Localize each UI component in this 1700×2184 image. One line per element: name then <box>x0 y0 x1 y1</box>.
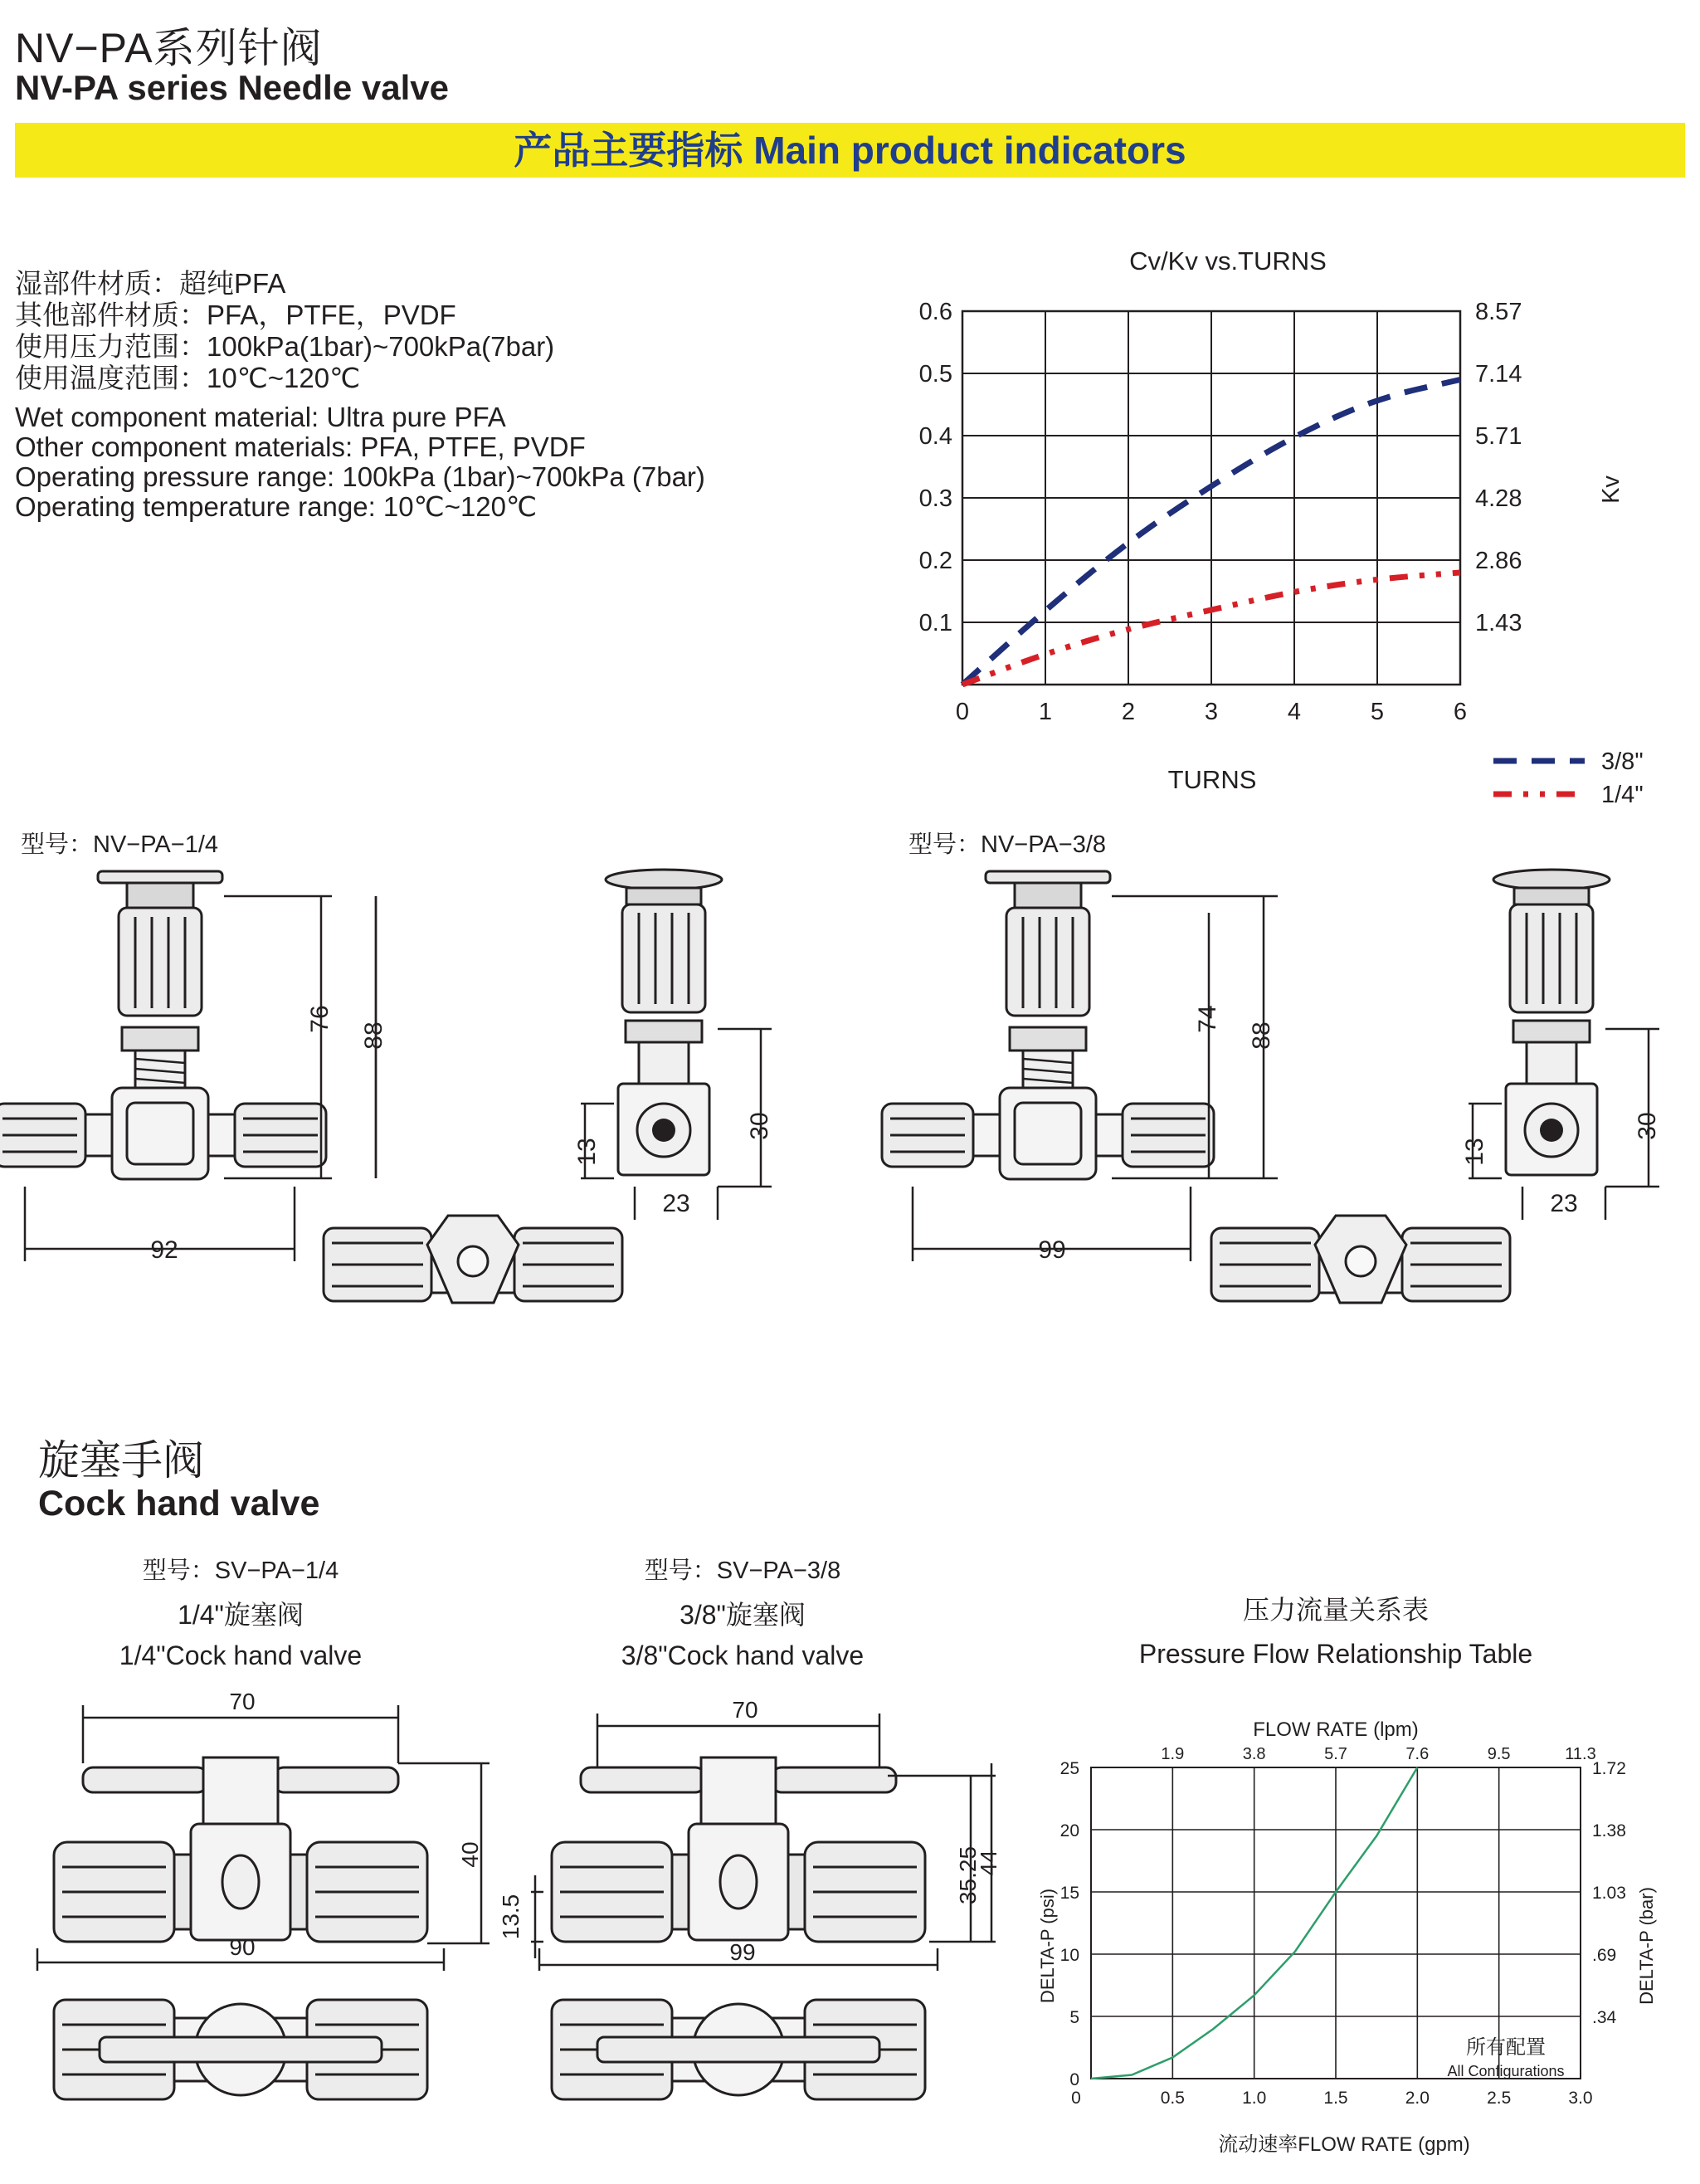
chart2-y-tick-label: 5 <box>1069 2008 1079 2027</box>
chart1-x-tick-label: 3 <box>1204 699 1219 725</box>
needle-a-dim-88: 88 <box>360 1021 387 1050</box>
chart2-y2-ticks <box>1592 1759 1626 2027</box>
chart1-y2-ticks <box>1475 299 1522 636</box>
cock-b-en: 3/8"Cock hand valve <box>621 1640 865 1670</box>
needle-a-dim-92: 92 <box>150 1236 178 1264</box>
chart2-x-tick-label: 3.0 <box>1568 2089 1593 2108</box>
needle-b-dim-30: 30 <box>1634 1112 1661 1140</box>
chart2-xlabel: 流动速率FLOW RATE (gpm) <box>1218 2133 1470 2156</box>
chart2-y-tick-label: 20 <box>1059 1821 1079 1840</box>
chart2-x2-tick-label: 1.9 <box>1161 1745 1185 1763</box>
chart1-x-tick-label: 5 <box>1370 699 1385 725</box>
chart2-x-tick-label: 0.5 <box>1160 2089 1185 2108</box>
chart1-y2-tick-label: 5.71 <box>1475 423 1522 450</box>
chart1-xlabel: TURNS <box>1167 765 1257 794</box>
chart2-y-ticks <box>1060 1759 1079 2089</box>
chart2-title: FLOW RATE (lpm) <box>1253 1718 1419 1741</box>
cv-kv-chart <box>896 236 1693 834</box>
needle-drawings <box>0 855 1700 1353</box>
pft-caption <box>1079 1589 1593 1670</box>
cock-a-top-view <box>54 2000 427 2099</box>
cock-b-dim-13: 13.5 <box>498 1894 524 1940</box>
chart1-x-tick-label: 6 <box>1453 699 1468 725</box>
cock-b-dim-99: 99 <box>729 1939 756 1965</box>
cock-title-cn: 旋塞手阀 <box>38 1437 204 1484</box>
cock-b-caption <box>577 1552 908 1671</box>
chart1-legend-label: 3/8" <box>1601 748 1644 775</box>
chart2-x2-ticks <box>1161 1745 1595 1763</box>
chart2-x-tick-label: 2.0 <box>1405 2089 1430 2108</box>
needle-a-front-view <box>0 871 326 1179</box>
needle-a-dim-23: 23 <box>662 1190 690 1217</box>
spec-cn-1: 湿部件材质：超纯PFA <box>15 268 286 299</box>
chart2-y-tick-label: 10 <box>1059 1946 1079 1965</box>
chart2-y2label: DELTA-P (bar) <box>1636 1887 1657 2005</box>
cock-a-en: 1/4"Cock hand valve <box>119 1640 363 1670</box>
chart1-y-ticks <box>919 299 952 636</box>
chart2-y2-tick-label: 1.72 <box>1592 1759 1626 1778</box>
spec-en-3: Operating pressure range: 100kPa (1bar)~700kPa (7bar) <box>15 461 705 492</box>
chart1-y2-tick-label: 4.28 <box>1475 485 1522 512</box>
chart2-ylabel: DELTA-P (psi) <box>1037 1888 1058 2004</box>
cock-a-model: 型号：SV−PA−1/4 <box>142 1558 339 1584</box>
chart1-y-tick-label: 0.2 <box>918 548 952 574</box>
banner-title-cn: 产品主要指标 <box>514 129 743 172</box>
chart1-y2label: Kv <box>1598 475 1624 504</box>
cock-b-model: 型号：SV−PA−3/8 <box>644 1558 841 1584</box>
chart2-x2-tick-label: 3.8 <box>1242 1745 1266 1763</box>
pressure-flow-chart <box>1025 1709 1688 2182</box>
cock-a-front-view <box>54 1757 427 1942</box>
chart1-x-tick-label: 4 <box>1287 699 1302 725</box>
needle-b-top-view <box>1211 1216 1510 1303</box>
chart2-x-origin-label: 0 <box>1071 2089 1081 2108</box>
spec-en-2: Other component materials: PFA, PTFE, PVDF <box>15 431 586 462</box>
chart1-legend-label: 1/4" <box>1601 782 1644 808</box>
banner-title <box>15 123 1685 178</box>
chart1-y2-tick-label: 8.57 <box>1475 299 1522 325</box>
banner-title-en: Main product indicators <box>753 129 1186 172</box>
chart2-x-tick-label: 1.5 <box>1323 2089 1348 2108</box>
cock-b-dim-70: 70 <box>732 1697 758 1723</box>
chart2-y2-tick-label: .34 <box>1592 2008 1617 2027</box>
chart1-x-tick-label: 2 <box>1121 699 1136 725</box>
model-label-b: 型号：NV−PA−3/8 <box>908 831 1107 858</box>
chart1-y2-tick-label: 7.14 <box>1475 361 1522 388</box>
cock-a-dim-40: 40 <box>457 1841 483 1868</box>
pft-cn: 压力流量关系表 <box>1242 1595 1429 1625</box>
needle-b-dim-88: 88 <box>1248 1021 1275 1050</box>
cock-a-caption <box>75 1552 407 1671</box>
chart1-title: Cv/Kv vs.TURNS <box>1129 246 1327 275</box>
chart2-x-ticks <box>1071 2089 1592 2108</box>
chart2-y-origin-label: 0 <box>1069 2070 1079 2089</box>
cock-drawings <box>0 1684 1020 2182</box>
cock-b-dim-44: 44 <box>976 1850 1001 1876</box>
chart1-x-tick-label: 0 <box>955 699 970 725</box>
chart2-y-tick-label: 25 <box>1059 1759 1079 1778</box>
chart2-y2-tick-label: 1.03 <box>1592 1884 1626 1903</box>
chart1-y2-tick-label: 1.43 <box>1475 610 1522 636</box>
chart1-y-tick-label: 0.3 <box>918 485 952 512</box>
needle-b-dim-99: 99 <box>1038 1236 1066 1264</box>
cock-title-en: Cock hand valve <box>38 1484 320 1523</box>
chart2-x-tick-label: 1.0 <box>1242 2089 1267 2108</box>
chart1-y-tick-label: 0.5 <box>918 361 952 388</box>
needle-b-front-view <box>882 871 1214 1179</box>
cock-b-front-view <box>552 1757 925 1942</box>
needle-a-dim-13: 13 <box>573 1138 601 1166</box>
chart2-grid <box>1091 1767 1581 2079</box>
spec-cn-2: 其他部件材质：PFA，PTFE，PVDF <box>15 300 456 330</box>
page-title-en: NV-PA series Needle valve <box>15 68 449 107</box>
indicators-banner <box>15 123 1685 178</box>
chart1-y-tick-label: 0.6 <box>918 299 952 325</box>
chart1-x-ticks <box>956 699 1467 725</box>
chart2-y2-tick-label: .69 <box>1592 1946 1617 1965</box>
needle-b-dim-23: 23 <box>1550 1190 1578 1217</box>
chart2-annotation-en: All Configurations <box>1447 2063 1565 2079</box>
chart1-legend <box>1493 748 1644 808</box>
chart2-x2-tick-label: 5.7 <box>1324 1745 1347 1763</box>
cock-b-dim-35: 35.25 <box>955 1845 981 1905</box>
needle-b-side-view <box>1493 870 1610 1175</box>
chart1-x-tick-label: 1 <box>1038 699 1053 725</box>
spec-en-1: Wet component material: Ultra pure PFA <box>15 402 506 432</box>
chart1-grid <box>962 311 1460 685</box>
chart2-y2-tick-label: 1.38 <box>1592 1821 1626 1840</box>
spec-cn-4: 使用温度范围：10℃~120℃ <box>15 363 361 393</box>
page-title-cn: NV−PA系列针阀 <box>15 25 323 71</box>
pft-en: Pressure Flow Relationship Table <box>1138 1639 1533 1669</box>
chart1-y-tick-label: 0.1 <box>918 610 952 636</box>
chart2-x2-tick-label: 7.6 <box>1405 1745 1430 1763</box>
cock-b-top-view <box>552 2000 925 2099</box>
chart2-annotation-cn: 所有配置 <box>1466 2036 1546 2059</box>
chart1-y-tick-label: 0.4 <box>918 423 952 450</box>
chart1-y2-tick-label: 2.86 <box>1475 548 1522 574</box>
cock-b-cn: 3/8"旋塞阀 <box>680 1600 806 1630</box>
needle-a-top-view <box>324 1216 622 1303</box>
spec-en-4: Operating temperature range: 10℃~120℃ <box>15 491 538 522</box>
chart2-y-tick-label: 15 <box>1059 1884 1079 1903</box>
chart2-x-tick-label: 2.5 <box>1487 2089 1512 2108</box>
needle-b-dim-13: 13 <box>1461 1138 1488 1166</box>
needle-a-dim-76: 76 <box>306 1005 334 1033</box>
chart2-x2-tick-label: 9.5 <box>1487 1745 1511 1763</box>
cock-a-dim-70: 70 <box>229 1689 256 1714</box>
needle-b-dim-74: 74 <box>1194 1005 1221 1033</box>
model-label-a: 型号：NV−PA−1/4 <box>21 831 219 858</box>
cock-a-dim-90: 90 <box>229 1934 256 1960</box>
cock-a-cn: 1/4"旋塞阀 <box>178 1600 304 1630</box>
spec-cn-3: 使用压力范围：100kPa(1bar)~700kPa(7bar) <box>15 331 555 362</box>
needle-a-side-view <box>606 870 722 1175</box>
needle-a-dim-30: 30 <box>746 1112 773 1140</box>
chart2-x2-tick-label: 11.3 <box>1565 1745 1596 1763</box>
